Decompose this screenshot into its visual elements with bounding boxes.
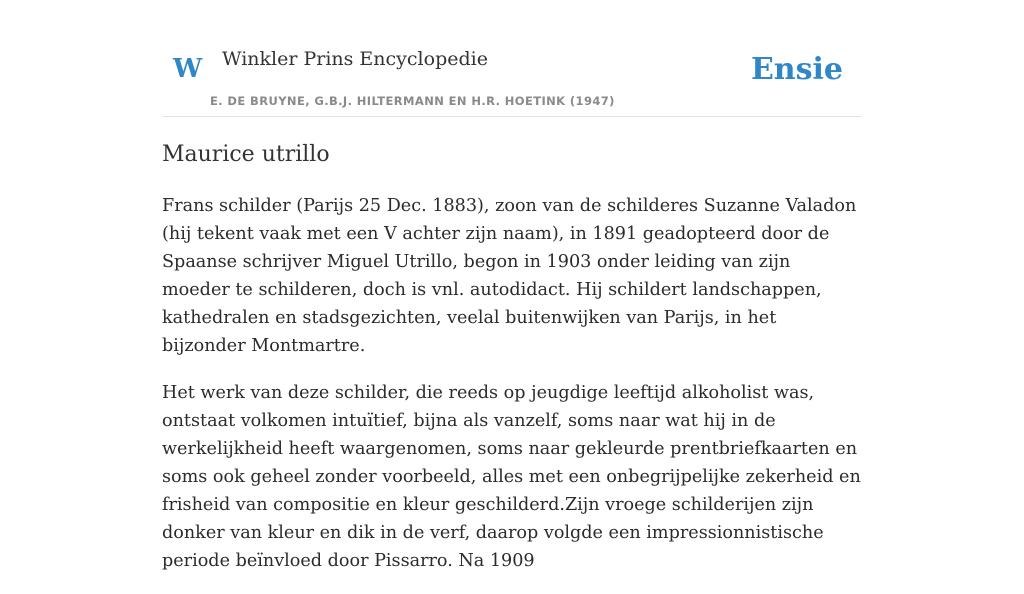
site-header — [162, 0, 862, 117]
publication-logo[interactable]: W — [173, 54, 203, 84]
publication-title[interactable]: Winkler Prins Encyclopedie — [222, 48, 488, 70]
publication-authors: E. DE BRUYNE, G.B.J. HILTERMANN EN H.R. HOETINK (1947) — [210, 94, 615, 108]
article-title: Maurice utrillo — [162, 142, 330, 167]
article-paragraph: Frans schilder (Parijs 25 Dec. 1883), zoon van de schilderes Suzanne Valadon (hij tekent vaak met een V achter zijn naam), in 1891 geadopteerd door de Spaanse schrijver Miguel Utrillo, begon in 1903 onder leiding van zijn moeder te schilderen, doch is vnl. autodidact. Hij schildert landschappen, kathedralen en stadsgezichten, veelal buitenwijken van Parijs, in het bijzonder Montmartre. — [162, 196, 857, 356]
article-body — [162, 192, 862, 594]
brand-logo[interactable]: Ensie — [750, 52, 843, 87]
article-paragraph: Het werk van deze schilder, die reeds op jeugdige leeftijd alkoholist was, ontstaat volkomen intuïtief, bijna als vanzelf, soms naar wat hij in de werkelijkheid heeft waargenomen, soms naar gekleurde prentbriefkaarten en soms ook geheel zonder voorbeeld, alles met een onbegrijpelijke zekerheid en frisheid van compositie en kleur geschilderd.Zijn vroege schilderijen zijn donker van kleur en dik in de verf, daarop volgde een impressionnistische periode beïnvloed door Pissarro. Na 1909 — [162, 383, 861, 571]
